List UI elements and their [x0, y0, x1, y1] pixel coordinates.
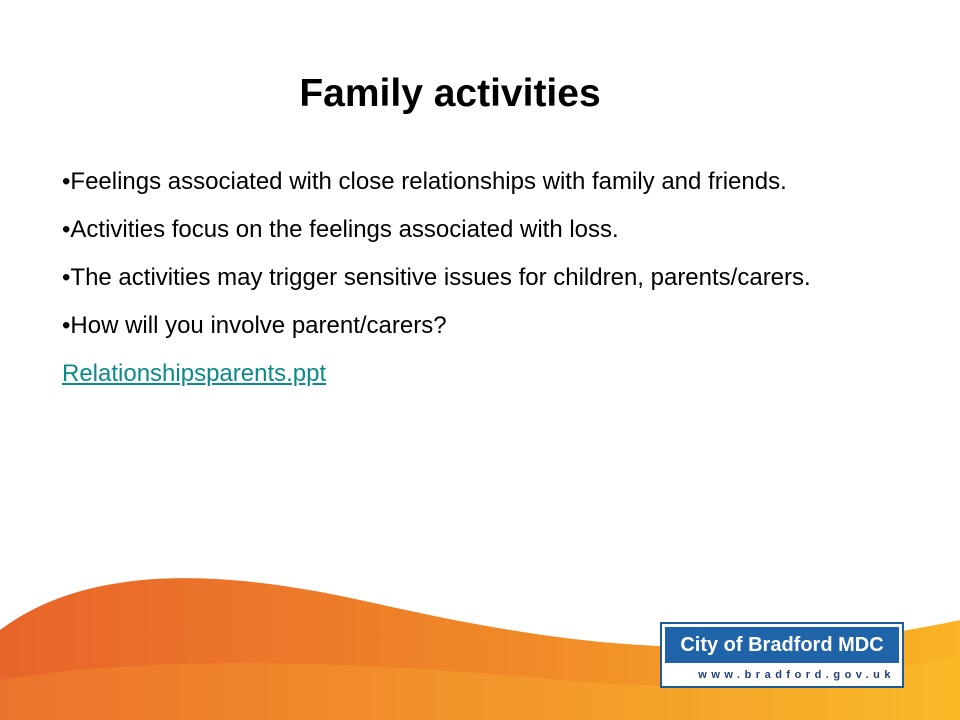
bullet-item: •The activities may trigger sensitive issues for children, parents/carers. — [62, 264, 811, 291]
relationships-parents-link[interactable]: Relationshipsparents.ppt — [62, 360, 327, 387]
bullet-list — [62, 164, 882, 404]
link-item — [62, 356, 882, 392]
slide-title: Family activities — [299, 72, 601, 115]
bullet-item: •Feelings associated with close relationships with family and friends. — [62, 168, 787, 195]
bullet-item: •How will you involve parent/carers? — [62, 312, 447, 339]
bullet-item: •Activities focus on the feelings associated with loss. — [62, 216, 619, 243]
logo-url: www.bradford.gov.uk — [698, 669, 895, 681]
logo-name: City of Bradford MDC — [665, 627, 899, 663]
bradford-logo — [660, 622, 904, 688]
